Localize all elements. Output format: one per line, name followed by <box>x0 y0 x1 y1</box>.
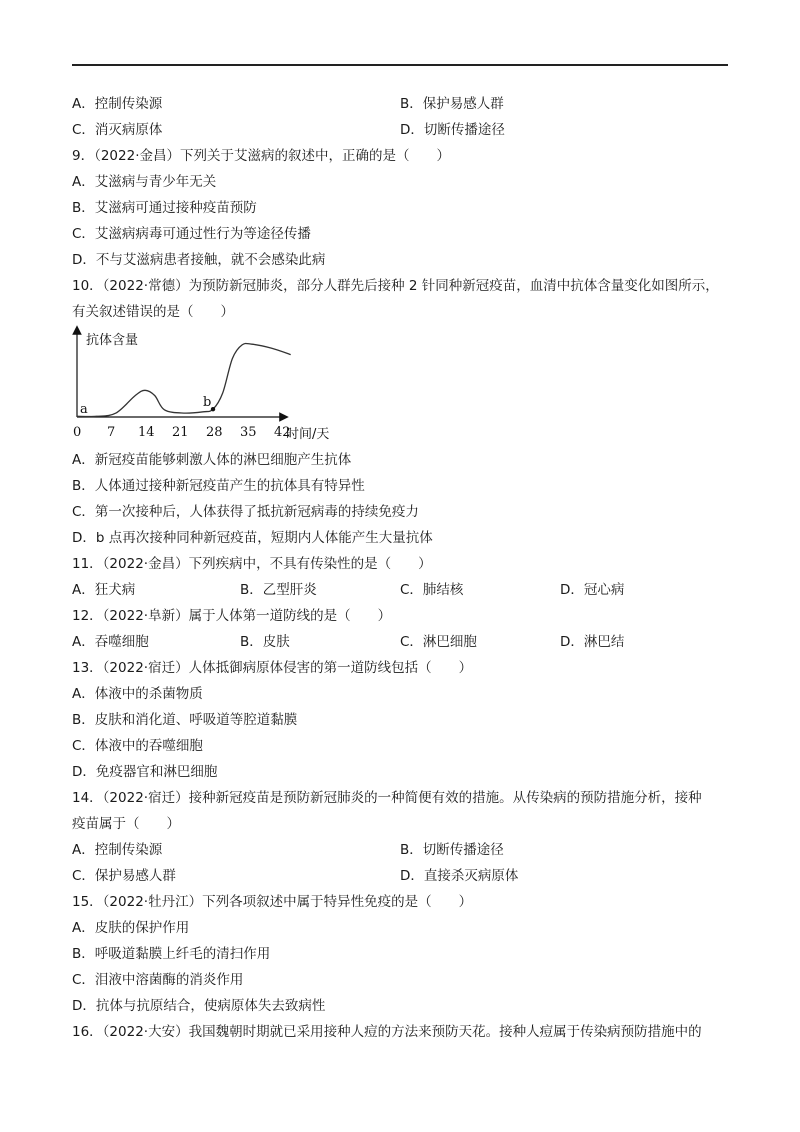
q9-option-a: A．艾滋病与青少年无关 <box>72 174 217 190</box>
q13-option-c: C．体液中的吞噬细胞 <box>72 738 203 754</box>
q14-option-c: C．保护易感人群 <box>72 868 176 884</box>
q10-option-b: B．人体通过接种新冠疫苗产生的抗体具有特异性 <box>72 478 365 494</box>
q8-option-c: C．消灭病原体 <box>72 122 163 138</box>
q11-option-d: D．冠心病 <box>560 582 625 598</box>
header-rule <box>72 64 728 66</box>
x-axis-label: 时间/天 <box>286 427 330 442</box>
q13-option-d: D．免疫器官和淋巴细胞 <box>72 764 218 780</box>
q12-option-c: C．淋巴细胞 <box>400 634 477 650</box>
q9-option-d: D．不与艾滋病患者接触，就不会感染此病 <box>72 252 326 268</box>
q14-stem-line2: 疫苗属于（ ） <box>72 816 180 832</box>
antibody-curve <box>77 343 291 416</box>
q14-option-d: D．直接杀灭病原体 <box>400 868 519 884</box>
q16-stem: 16．（2022·大安）我国魏朝时期就已采用接种人痘的方法来预防天花。接种人痘属于传染病预防措施中的 <box>72 1024 702 1040</box>
q11-stem: 11．（2022·金昌）下列疾病中，不具有传染性的是（ ） <box>72 556 432 572</box>
q10-stem-line2: 有关叙述错误的是（ ） <box>72 304 234 320</box>
q8-option-d: D．切断传播途径 <box>400 122 505 138</box>
x-tick-label: 42 <box>273 425 291 440</box>
x-tick-label: 14 <box>137 425 155 440</box>
q11-option-b: B．乙型肝炎 <box>240 582 317 598</box>
q12-option-d: D．淋巴结 <box>560 634 625 650</box>
q15-option-d: D．抗体与抗原结合，使病原体失去致病性 <box>72 998 326 1014</box>
q10-stem-line1: 10．（2022·常德）为预防新冠肺炎，部分人群先后接种 2 针同种新冠疫苗，血清中抗体含量变化如图所示， <box>72 278 719 294</box>
q13-stem: 13．（2022·宿迁）人体抵御病原体侵害的第一道防线包括（ ） <box>72 660 473 676</box>
q14-stem-line1: 14．（2022·宿迁）接种新冠疫苗是预防新冠肺炎的一种简便有效的措施。从传染病的预防措施分析，接种 <box>72 790 702 806</box>
q12-option-a: A．吞噬细胞 <box>72 634 149 650</box>
q8-option-b: B．保护易感人群 <box>400 96 504 112</box>
q15-option-b: B．呼吸道黏膜上纤毛的清扫作用 <box>72 946 271 962</box>
point-b-marker <box>211 407 215 411</box>
q8-option-a: A．控制传染源 <box>72 96 163 112</box>
q10-option-a: A．新冠疫苗能够刺激人体的淋巴细胞产生抗体 <box>72 452 352 468</box>
q9-option-b: B．艾滋病可通过接种疫苗预防 <box>72 200 257 216</box>
q12-stem: 12．（2022·阜新）属于人体第一道防线的是（ ） <box>72 608 392 624</box>
q11-option-a: A．狂犬病 <box>72 582 136 598</box>
q15-option-a: A．皮肤的保护作用 <box>72 920 190 936</box>
x-tick-label: 21 <box>171 425 189 440</box>
point-a-label: a <box>80 402 88 417</box>
q13-option-b: B．皮肤和消化道、呼吸道等腔道黏膜 <box>72 712 298 728</box>
q11-option-c: C．肺结核 <box>400 582 464 598</box>
x-tick-label: 7 <box>106 425 116 440</box>
x-tick-label: 0 <box>73 425 82 440</box>
q14-option-a: A．控制传染源 <box>72 842 163 858</box>
q15-option-c: C．泪液中溶菌酶的消炎作用 <box>72 972 244 988</box>
q15-stem: 15．（2022·牡丹江）下列各项叙述中属于特异性免疫的是（ ） <box>72 894 473 910</box>
antibody-chart <box>66 324 356 452</box>
q10-option-d: D．b 点再次接种同种新冠疫苗，短期内人体能产生大量抗体 <box>72 530 433 546</box>
q9-stem: 9．（2022·金昌）下列关于艾滋病的叙述中，正确的是（ ） <box>72 148 450 164</box>
x-tick-label: 28 <box>205 425 223 440</box>
x-tick-label: 35 <box>239 425 257 440</box>
y-axis-label: 抗体含量 <box>86 333 139 348</box>
point-b-label: b <box>202 395 212 411</box>
q12-option-b: B．皮肤 <box>240 634 290 650</box>
q13-option-a: A．体液中的杀菌物质 <box>72 686 203 702</box>
q10-option-c: C．第一次接种后，人体获得了抵抗新冠病毒的持续免疫力 <box>72 504 419 520</box>
q9-option-c: C．艾滋病病毒可通过性行为等途径传播 <box>72 226 311 242</box>
q14-option-b: B．切断传播途径 <box>400 842 504 858</box>
